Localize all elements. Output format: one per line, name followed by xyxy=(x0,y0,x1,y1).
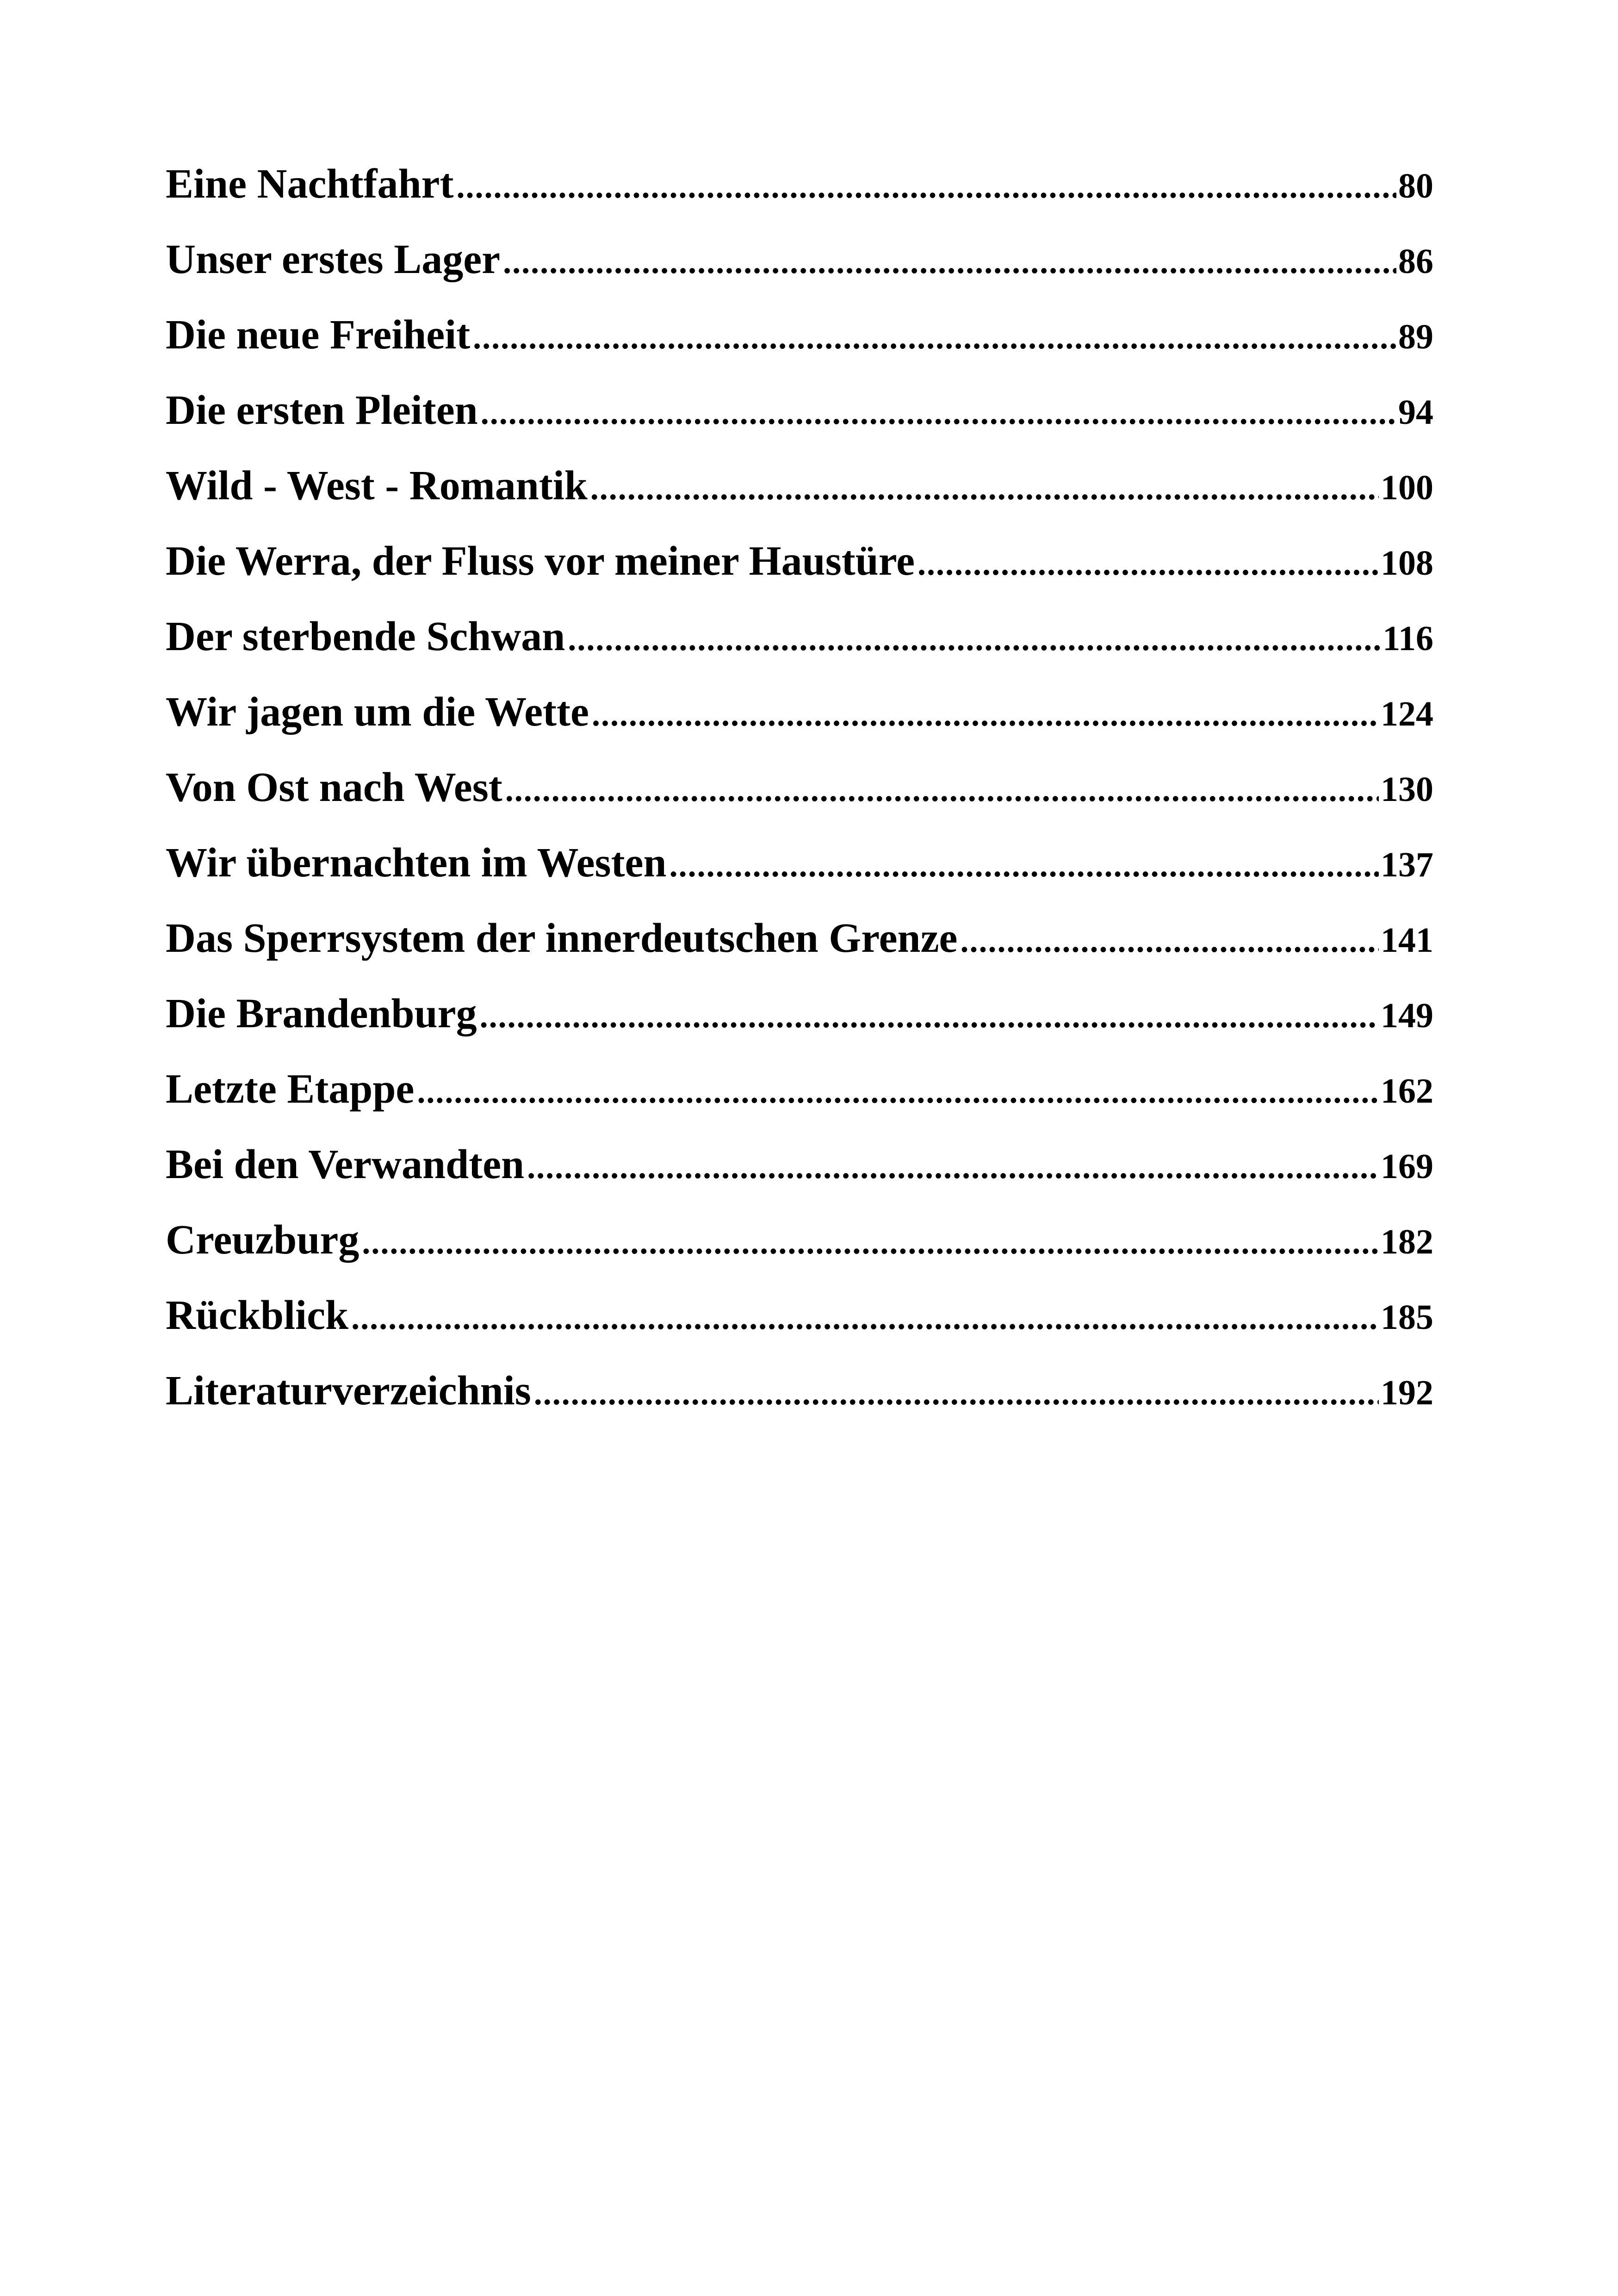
toc-entry-title: Rückblick xyxy=(166,1292,349,1338)
toc-entry-title: Wir jagen um die Wette xyxy=(166,689,589,735)
toc-entry-title: Wild - West - Romantik xyxy=(166,463,588,509)
toc-entry-page: 182 xyxy=(1381,1222,1433,1261)
toc-dot-leader xyxy=(362,1223,1379,1262)
toc-entry-title: Die Brandenburg xyxy=(166,991,477,1036)
toc-dot-leader xyxy=(917,545,1379,583)
toc-dot-leader xyxy=(568,620,1381,658)
toc-entry[interactable] xyxy=(166,1291,1433,1367)
toc-entry-page: 86 xyxy=(1398,242,1433,281)
toc-entry-page: 192 xyxy=(1381,1373,1433,1412)
toc-entry-page: 100 xyxy=(1381,468,1433,507)
toc-entry[interactable] xyxy=(166,537,1433,613)
toc-dot-leader xyxy=(961,922,1379,960)
toc-entry-title: Das Sperrsystem der innerdeutschen Grenze xyxy=(166,915,958,961)
toc-entry-title: Die ersten Pleiten xyxy=(166,387,478,433)
toc-entry-page: 116 xyxy=(1382,619,1433,658)
toc-entry[interactable] xyxy=(166,1367,1433,1442)
toc-entry[interactable] xyxy=(166,914,1433,990)
toc-entry-title: Eine Nachtfahrt xyxy=(166,161,454,207)
toc-entry[interactable] xyxy=(166,1216,1433,1291)
toc-dot-leader xyxy=(590,469,1379,508)
toc-entry-page: 80 xyxy=(1398,167,1433,205)
toc-dot-leader xyxy=(481,394,1396,432)
toc-entry-page: 108 xyxy=(1381,544,1433,583)
toc-entry-page: 124 xyxy=(1381,695,1433,733)
toc-dot-leader xyxy=(527,1148,1379,1186)
toc-dot-leader xyxy=(417,1073,1379,1111)
toc-entry[interactable] xyxy=(166,160,1433,236)
toc-entry-title: Unser erstes Lager xyxy=(166,236,501,282)
toc-dot-leader xyxy=(534,1374,1379,1413)
toc-dot-leader xyxy=(670,846,1379,885)
toc-entry-title: Der sterbende Schwan xyxy=(166,614,565,659)
toc-entry-title: Wir übernachten im Westen xyxy=(166,840,667,886)
toc-entry-page: 94 xyxy=(1398,393,1433,432)
toc-entry-page: 137 xyxy=(1381,845,1433,884)
toc-entry-page: 141 xyxy=(1381,921,1433,960)
toc-dot-leader xyxy=(503,243,1396,281)
toc-entry[interactable] xyxy=(166,462,1433,537)
toc-entry-title: Die Werra, der Fluss vor meiner Haustüre xyxy=(166,538,915,584)
toc-entry[interactable] xyxy=(166,1065,1433,1141)
table-of-contents xyxy=(166,160,1433,1442)
toc-entry[interactable] xyxy=(166,236,1433,311)
toc-entry-page: 89 xyxy=(1398,317,1433,356)
toc-entry[interactable] xyxy=(166,839,1433,914)
toc-entry-title: Literaturverzeichnis xyxy=(166,1368,531,1414)
toc-entry-page: 149 xyxy=(1381,996,1433,1035)
toc-entry-title: Bei den Verwandten xyxy=(166,1142,525,1187)
toc-dot-leader xyxy=(351,1299,1379,1337)
toc-entry[interactable] xyxy=(166,613,1433,688)
toc-dot-leader xyxy=(480,997,1379,1036)
toc-entry[interactable] xyxy=(166,763,1433,839)
toc-entry-page: 185 xyxy=(1381,1298,1433,1337)
toc-entry-title: Letzte Etappe xyxy=(166,1066,415,1112)
toc-dot-leader xyxy=(592,695,1379,734)
toc-entry-page: 130 xyxy=(1381,770,1433,809)
toc-entry[interactable] xyxy=(166,311,1433,386)
toc-entry-title: Von Ost nach West xyxy=(166,764,502,810)
toc-dot-leader xyxy=(505,771,1379,809)
toc-entry-title: Die neue Freiheit xyxy=(166,312,471,358)
toc-entry-title: Creuzburg xyxy=(166,1217,360,1263)
toc-entry[interactable] xyxy=(166,990,1433,1065)
toc-entry[interactable] xyxy=(166,1141,1433,1216)
toc-dot-leader xyxy=(456,168,1396,206)
toc-entry-page: 162 xyxy=(1381,1072,1433,1111)
toc-dot-leader xyxy=(473,318,1396,357)
toc-entry[interactable] xyxy=(166,688,1433,763)
toc-entry-page: 169 xyxy=(1381,1147,1433,1186)
toc-entry[interactable] xyxy=(166,386,1433,462)
